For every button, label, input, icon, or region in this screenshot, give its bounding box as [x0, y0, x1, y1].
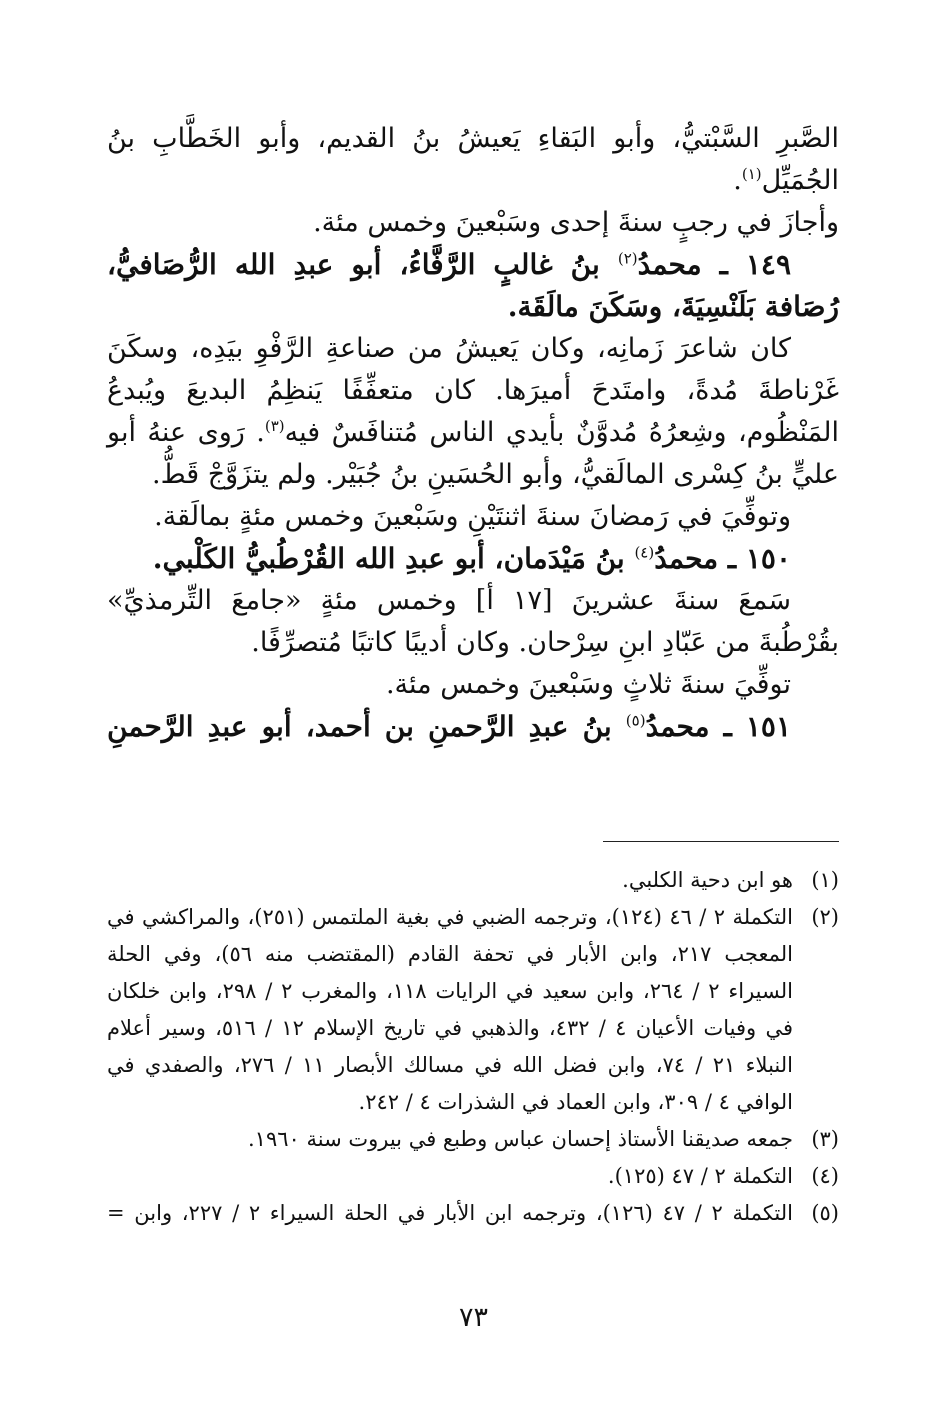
footnote-text: التكملة ٢ / ٤٧ (١٢٥).: [607, 1164, 793, 1188]
paragraph-death-2: [107, 664, 839, 706]
entry-title-text: بنُ مَيْدَمان، أبو عبدِ الله القُرْطُبيُّ الكَلْبي.: [152, 542, 635, 575]
footnote-text: جمعه صديقنا الأستاذ إحسان عباس وطبع في بيروت سنة ١٩٦٠.: [247, 1127, 793, 1151]
entry-title-text: بنُ عبدِ الرَّحمنِ بن أحمد، أبو عبدِ الرَّحمنِ: [107, 710, 626, 743]
paragraph-text: وأجازَ في رجبٍ سنةَ إحدى وسَبْعينَ وخمس مئة.: [313, 207, 839, 238]
entry-number-name: ١٤٩ ـ محمدُ: [637, 248, 792, 281]
paragraph-ijaza: [107, 202, 839, 244]
footnote-number: (٢): [811, 905, 839, 929]
footnote-number: (١): [811, 868, 839, 892]
entry-heading-150: [107, 538, 839, 580]
footnote-number: (٥): [811, 1201, 839, 1225]
entry-number-name: ١٥١ ـ محمدُ: [645, 710, 792, 743]
footnote-item: [107, 1195, 839, 1232]
footnote-ref-4[interactable]: (٤): [634, 543, 655, 562]
paragraph-text: وتوفِّيَ في رَمضانَ سنةَ اثنتَيْنِ وسَبْعينَ وخمس مئةٍ بمالَقة.: [154, 501, 791, 532]
paragraph-biography: [107, 328, 839, 496]
footnote-number: (٤): [811, 1164, 839, 1188]
footnote-text: هو ابن دحية الكلبي.: [622, 868, 793, 892]
paragraph-continuation: [107, 118, 839, 202]
paragraph-text: سَمعَ سنةَ عشرينَ [١٧ أ] وخمس مئةٍ «جامعَ التِّرمذيِّ» بقُرْطُبةَ من عَبّادِ ابنِ سِرْحان. وكان أديبًا كاتبًا مُتصرِّفًا.: [107, 585, 839, 658]
footnote-ref-1[interactable]: (١): [741, 165, 762, 183]
main-text-block: [107, 118, 839, 748]
footnote-item: [107, 899, 839, 1121]
footnote-ref-3[interactable]: (٣): [264, 417, 285, 435]
entry-number-name: ١٥٠ ـ محمدُ: [654, 542, 791, 575]
entry-heading-149: [107, 244, 839, 328]
entry-title-text: بنُ غالبٍ الرَّفَّاءُ، أبو عبدِ الله الرُّصَافيُّ، رُصَافة بَلَنْسِيَةَ، وسَكَنَ مالَقَة.: [107, 248, 839, 323]
paragraph-sama: [107, 580, 839, 664]
paragraph-text: توفِّيَ سنةَ ثلاثٍ وسَبْعينَ وخمس مئة.: [385, 669, 791, 700]
footnote-item: [107, 1121, 839, 1158]
paragraph-text: كان شاعرَ زَمانِه، وكان يَعيشُ من صناعةِ الرَّفْوِ بيَدِه، وسكَنَ غَرْناطةَ مُدةً، وامتَدحَ أميرَها. كان متعفِّفًا يَنظِمُ البديعَ ويُبدعُ المَنْظُوم، وشِعرُهُ مُدوَّنٌ بأيدي الناس مُتنافَسٌ فيه: [107, 333, 839, 448]
page-number: ٧٣: [458, 1302, 488, 1333]
paragraph-text: . رَوى عنهُ أبو عليٍّ بنُ كِسْرى المالَقيُّ، وأبو الحُسَينِ بنُ جُبَيْر. ولم يتزَوَّجْ قَطُّ.: [107, 417, 839, 490]
footnotes-block: [107, 862, 839, 1232]
footnote-item: [107, 1158, 839, 1195]
footnote-item: [107, 862, 839, 899]
footnote-text: التكملة ٢ / ٤٧ (١٢٦)، وترجمه ابن الأبار في الحلة السيراء ٢ / ٢٢٧، وابن =: [107, 1201, 793, 1225]
footnote-divider: [603, 841, 839, 842]
footnote-ref-2[interactable]: (٢): [617, 249, 638, 268]
paragraph-end: .: [733, 165, 742, 196]
footnote-ref-5[interactable]: (٥): [625, 711, 646, 730]
paragraph-death: [107, 496, 839, 538]
paragraph-text: الصَّبرِ السَّبْتيُّ، وأبو البَقاءِ يَعيشُ بنُ القديم، وأبو الخَطَّابِ بنُ الجُمَيِّل: [107, 123, 839, 196]
footnote-text: التكملة ٢ / ٤٦ (١٢٤)، وترجمه الضبي في بغية الملتمس (٢٥١)، والمراكشي في المعجب ٢١٧، وابن الأبار في تحفة القادم (المقتضب منه ٥٦)، وفي الحلة السيراء ٢ / ٢٦٤، وابن سعيد في الرايات ١١٨، والمغرب ٢ / ٢٩٨، وابن خلكان في وفيات الأعيان ٤ / ٤٣٢، والذهبي في تاريخ الإسلام ١٢ / ٥١٦، وسير أعلام النبلاء ٢١ / ٧٤، وابن فضل الله في مسالك الأبصار ١١ / ٢٧٦، والصفدي في الوافي ٤ / ٣٠٩، وابن العماد في الشذرات ٤ / ٢٤٢.: [107, 905, 793, 1114]
footnote-number: (٣): [811, 1127, 839, 1151]
entry-heading-151: [107, 706, 839, 748]
